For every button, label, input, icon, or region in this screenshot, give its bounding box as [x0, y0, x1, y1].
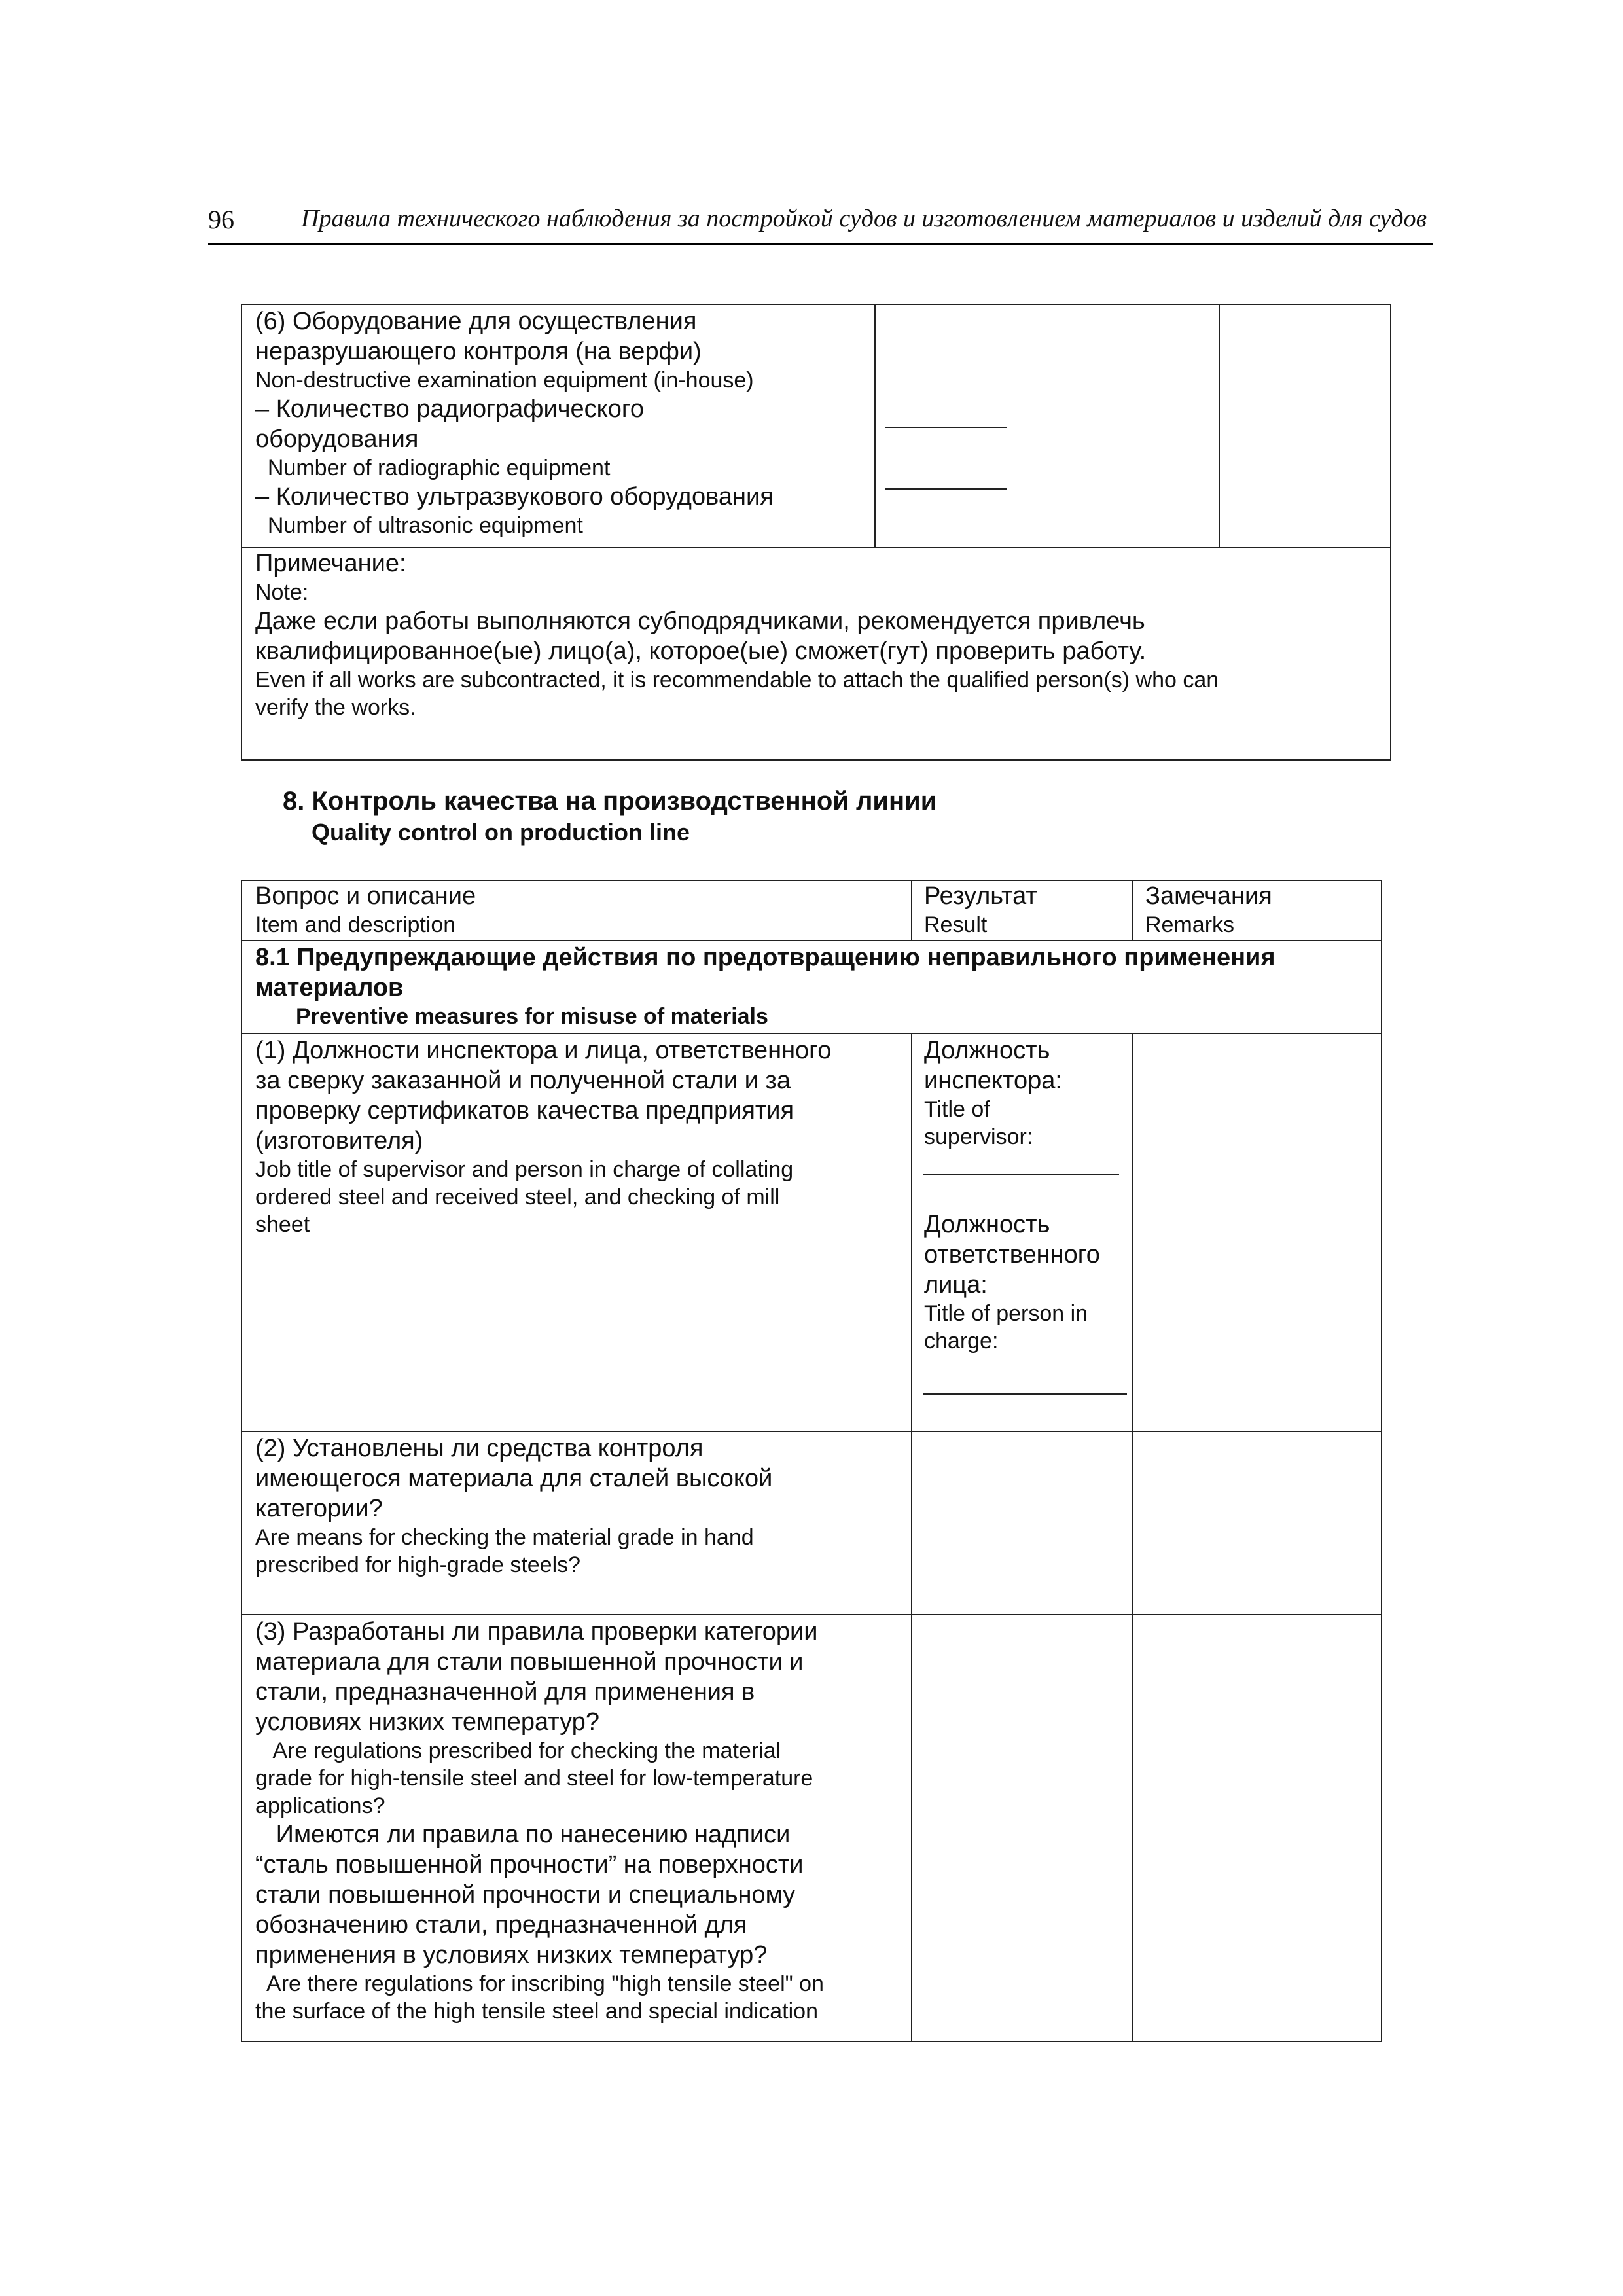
note-block	[255, 548, 1381, 721]
section-heading: 8. Контроль качества на производственной линии	[283, 787, 937, 816]
item-6-line: – Количество радиографического	[255, 395, 645, 423]
table-header-divider	[241, 940, 1382, 941]
subsection-title-en: Preventive measures for misuse of materials	[296, 1004, 768, 1029]
row-3-line: обозначению стали, предназначенной для	[255, 1911, 747, 1939]
header-result-en: Result	[924, 912, 988, 937]
item-6-line: неразрушающего контроля (на верфи)	[255, 338, 702, 365]
page-number: 96	[208, 205, 234, 234]
item-6-line: Number of radiographic equipment	[255, 456, 611, 480]
row-1-line: (изготовителя)	[255, 1127, 423, 1155]
row-2-line: prescribed for high-grade steels?	[255, 1552, 581, 1577]
table-equipment-col-divider-2	[1219, 304, 1220, 548]
section-heading-en: Quality control on production line	[312, 819, 690, 846]
result-line: charge:	[924, 1329, 999, 1354]
col-divider-result	[911, 1033, 912, 2042]
supervisor-title-blank[interactable]	[923, 1174, 1119, 1175]
row-3-line: стали, предназначенной для применения в	[255, 1678, 755, 1706]
result-line: инспектора:	[924, 1067, 1062, 1094]
subsection-divider	[241, 1033, 1382, 1034]
row-1-line: sheet	[255, 1212, 310, 1237]
row-2-line: (2) Установлены ли средства контроля	[255, 1435, 704, 1462]
row-3-line: the surface of the high tensile steel and special indication	[255, 1999, 818, 2024]
row-3-line: Are regulations prescribed for checking the material	[255, 1738, 781, 1763]
result-line: Должность	[924, 1211, 1050, 1238]
row-2-description	[255, 1433, 910, 1579]
subsection-8-1	[255, 942, 1378, 1030]
row-2-line: имеющегося материала для сталей высокой	[255, 1465, 773, 1492]
header-remarks-ru: Замечания	[1145, 882, 1272, 910]
row-3-line: применения в условиях низких температур?	[255, 1941, 768, 1969]
item-6-line: оборудования	[255, 425, 419, 453]
row-divider	[241, 1431, 1382, 1432]
note-line: Even if all works are subcontracted, it is recommendable to attach the qualified person(s) who can	[255, 668, 1219, 692]
header-remarks-en: Remarks	[1145, 912, 1235, 937]
item-6-description	[255, 306, 870, 539]
result-line: лица:	[924, 1271, 988, 1299]
header-item-en: Item and description	[255, 912, 456, 937]
note-line: Даже если работы выполняются субподрядчиками, рекомендуется привлечь	[255, 607, 1145, 635]
item-6-line: – Количество ультразвукового оборудования	[255, 483, 774, 511]
col-divider-remarks	[1132, 1033, 1133, 2042]
row-3-line: Имеются ли правила по нанесению надписи	[255, 1821, 791, 1848]
col-divider-result	[911, 880, 912, 940]
header-rule	[208, 243, 1433, 245]
running-title: Правила технического наблюдения за постройкой судов и изготовлением материалов и изделий для судов	[301, 205, 1427, 232]
row-3-line: applications?	[255, 1793, 385, 1818]
row-1-line: Job title of supervisor and person in charge of collating	[255, 1157, 794, 1182]
result-line: Title of person in	[924, 1301, 1088, 1326]
row-3-line: (3) Разработаны ли правила проверки категории	[255, 1618, 818, 1645]
header-item	[255, 881, 476, 939]
row-1-line: проверку сертификатов качества предприятия	[255, 1097, 794, 1124]
item-6-line: (6) Оборудование для осуществления	[255, 308, 697, 335]
row-2-line: Are means for checking the material grade in hand	[255, 1525, 754, 1550]
result-line: Должность	[924, 1037, 1050, 1064]
row-1-result-person	[924, 1210, 1131, 1355]
result-line: ответственного	[924, 1241, 1100, 1268]
row-3-description	[255, 1617, 910, 2025]
row-3-line: материала для стали повышенной прочности и	[255, 1648, 804, 1676]
row-1-line: ordered steel and received steel, and checking of mill	[255, 1185, 780, 1210]
row-3-line: Are there regulations for inscribing "high tensile steel" on	[255, 1971, 824, 1996]
row-1-line: (1) Должности инспектора и лица, ответственного	[255, 1037, 832, 1064]
ultrasonic-count-blank[interactable]	[885, 488, 1007, 490]
result-line: supervisor:	[924, 1124, 1033, 1149]
person-in-charge-title-blank[interactable]	[923, 1393, 1127, 1395]
result-line: Title of	[924, 1097, 990, 1122]
row-3-line: grade for high-tensile steel and steel for low-temperature	[255, 1766, 813, 1791]
row-2-line: категории?	[255, 1495, 383, 1522]
header-remarks	[1145, 881, 1272, 939]
item-6-line: Non-destructive examination equipment (in-house)	[255, 368, 754, 393]
col-divider-remarks	[1132, 880, 1133, 940]
radiographic-count-blank[interactable]	[885, 427, 1007, 428]
header-result	[924, 881, 1037, 939]
subsection-title: материалов	[255, 974, 404, 1001]
note-line: квалифицированное(ые) лицо(а), которое(ые) сможет(гут) проверить работу.	[255, 637, 1147, 665]
row-1-description	[255, 1035, 910, 1238]
row-3-line: “сталь повышенной прочности” на поверхности	[255, 1851, 804, 1878]
row-3-line: условиях низких температур?	[255, 1708, 599, 1736]
header-result-ru: Результат	[924, 882, 1037, 910]
item-6-line: Number of ultrasonic equipment	[255, 513, 583, 538]
note-line: Примечание:	[255, 550, 406, 577]
note-line: Note:	[255, 580, 309, 605]
header-item-ru: Вопрос и описание	[255, 882, 476, 910]
row-1-result-supervisor	[924, 1035, 1131, 1151]
note-line: verify the works.	[255, 695, 416, 720]
row-3-line: стали повышенной прочности и специальному	[255, 1881, 796, 1909]
table-equipment-col-divider-1	[874, 304, 876, 548]
row-1-line: за сверку заказанной и полученной стали и за	[255, 1067, 791, 1094]
subsection-title: 8.1 Предупреждающие действия по предотвращению неправильного применения	[255, 944, 1275, 971]
row-divider	[241, 1614, 1382, 1615]
